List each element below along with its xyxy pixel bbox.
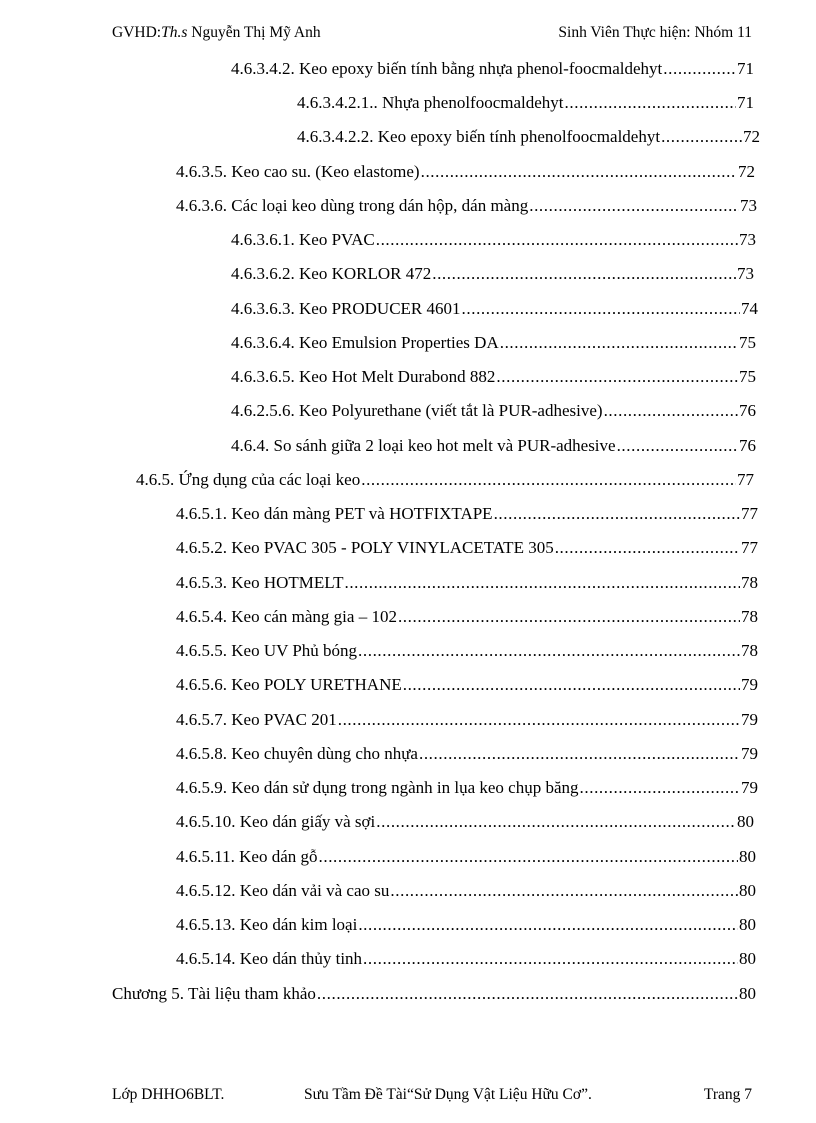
toc-entry-page: 73 bbox=[739, 230, 756, 249]
toc-entry-page: 77 bbox=[741, 504, 758, 523]
toc-entry-page: 80 bbox=[739, 949, 756, 968]
advisor-title: Th.s bbox=[161, 24, 188, 41]
toc-dot-leader bbox=[363, 947, 738, 971]
toc-entry-title: 4.6.3.6.1. Keo PVAC bbox=[231, 230, 375, 249]
toc-entry-title: 4.6.5.8. Keo chuyên dùng cho nhựa bbox=[176, 744, 418, 763]
toc-dot-leader bbox=[319, 845, 739, 869]
toc-dot-leader bbox=[529, 194, 739, 218]
toc-entry-page: 78 bbox=[741, 607, 758, 626]
toc-dot-leader bbox=[376, 810, 736, 834]
toc-entry-title: 4.6.3.6. Các loại keo dùng trong dán hộp, dán màng bbox=[176, 196, 529, 215]
toc-entry bbox=[176, 502, 758, 526]
toc-dot-leader bbox=[361, 468, 736, 492]
toc-entry bbox=[231, 331, 756, 355]
toc-entry-page: 78 bbox=[741, 573, 758, 592]
advisor-prefix: GVHD: bbox=[112, 24, 162, 41]
toc-entry bbox=[231, 297, 758, 321]
toc-entry bbox=[176, 776, 758, 800]
toc-entry-page: 73 bbox=[737, 264, 754, 283]
toc-dot-leader bbox=[494, 502, 740, 526]
toc-entry-title: 4.6.5.10. Keo dán giấy và sợi bbox=[176, 812, 376, 831]
toc-entry-page: 78 bbox=[741, 641, 758, 660]
toc-entry bbox=[231, 228, 756, 252]
toc-entry-title: 4.6.4. So sánh giữa 2 loại keo hot melt và PUR-adhesive bbox=[231, 436, 616, 455]
toc-entry bbox=[297, 91, 754, 115]
toc-entry-title: 4.6.5.4. Keo cán màng gia – 102 bbox=[176, 607, 397, 626]
toc-entry bbox=[176, 708, 758, 732]
toc-entry-title: 4.6.3.4.2. Keo epoxy biến tính bằng nhựa phenol-foocmaldehyt bbox=[231, 59, 663, 78]
toc-entry-title: 4.6.3.6.3. Keo PRODUCER 4601 bbox=[231, 299, 461, 318]
toc-entry-page: 80 bbox=[737, 812, 754, 831]
page-number: Trang 7 bbox=[703, 1086, 752, 1103]
toc-entry bbox=[176, 673, 758, 697]
toc-entry-title: 4.6.3.6.4. Keo Emulsion Properties DA bbox=[231, 333, 499, 352]
toc-entry-page: 74 bbox=[741, 299, 758, 318]
toc-dot-leader bbox=[317, 982, 738, 1006]
toc-entry bbox=[231, 399, 756, 423]
toc-entry-page: 77 bbox=[741, 538, 758, 557]
class-label: Lớp DHHO6BLT. bbox=[112, 1086, 225, 1103]
toc-dot-leader bbox=[421, 160, 737, 184]
toc-entry-title: 4.6.3.4.2.2. Keo epoxy biến tính phenolfoocmaldehyt bbox=[297, 127, 661, 146]
toc-dot-leader bbox=[496, 365, 738, 389]
toc-entry-title: 4.6.3.5. Keo cao su. (Keo elastome) bbox=[176, 162, 420, 181]
advisor-name: Nguyễn Thị Mỹ Anh bbox=[191, 24, 321, 41]
toc-entry-page: 77 bbox=[737, 470, 754, 489]
toc-entry bbox=[112, 982, 756, 1006]
toc-dot-leader bbox=[555, 536, 740, 560]
toc-entry bbox=[176, 742, 758, 766]
toc-entry-page: 72 bbox=[743, 127, 760, 146]
advisor-label bbox=[112, 24, 321, 42]
toc-entry-title: 4.6.3.6.2. Keo KORLOR 472 bbox=[231, 264, 432, 283]
toc-entry-title: 4.6.5.9. Keo dán sử dụng trong ngành in lụa keo chụp băng bbox=[176, 778, 579, 797]
toc-entry-title: 4.6.5.6. Keo POLY URETHANE bbox=[176, 675, 402, 694]
page-footer bbox=[112, 1086, 752, 1108]
toc-entry-title: Chương 5. Tài liệu tham khảo bbox=[112, 984, 316, 1003]
toc-dot-leader bbox=[376, 228, 738, 252]
student-group-label: Sinh Viên Thực hiện: Nhóm 11 bbox=[558, 24, 752, 41]
toc-entry-page: 75 bbox=[739, 367, 756, 386]
toc-entry bbox=[176, 810, 754, 834]
toc-dot-leader bbox=[403, 673, 740, 697]
toc-entry-title: 4.6.5.5. Keo UV Phủ bóng bbox=[176, 641, 358, 660]
toc-dot-leader bbox=[419, 742, 740, 766]
toc-entry-page: 79 bbox=[741, 710, 758, 729]
toc-dot-leader bbox=[462, 297, 740, 321]
toc-entry bbox=[176, 639, 758, 663]
toc-entry-page: 73 bbox=[740, 196, 757, 215]
toc-entry-title: 4.6.5.11. Keo dán gỗ bbox=[176, 847, 318, 866]
toc-entry-title: 4.6.5.13. Keo dán kim loại bbox=[176, 915, 358, 934]
toc-entry bbox=[176, 947, 756, 971]
toc-dot-leader bbox=[358, 639, 740, 663]
toc-entry-page: 80 bbox=[739, 881, 756, 900]
toc-dot-leader bbox=[398, 605, 740, 629]
toc-entry-page: 80 bbox=[739, 984, 756, 1003]
toc-entry bbox=[176, 845, 756, 869]
toc-entry bbox=[231, 262, 754, 286]
toc-entry bbox=[176, 879, 756, 903]
toc-entry-page: 72 bbox=[738, 162, 755, 181]
toc-entry bbox=[176, 194, 757, 218]
toc-dot-leader bbox=[661, 125, 742, 149]
toc-dot-leader bbox=[604, 399, 738, 423]
toc-entry-page: 75 bbox=[739, 333, 756, 352]
toc-dot-leader bbox=[565, 91, 736, 115]
toc-dot-leader bbox=[390, 879, 738, 903]
toc-dot-leader bbox=[663, 57, 736, 81]
toc-dot-leader bbox=[617, 434, 738, 458]
toc-entry bbox=[176, 913, 756, 937]
toc-entry-page: 80 bbox=[739, 915, 756, 934]
toc-entry bbox=[176, 160, 755, 184]
toc-entry bbox=[176, 605, 758, 629]
toc-entry-page: 79 bbox=[741, 778, 758, 797]
toc-entry-title: 4.6.3.6.5. Keo Hot Melt Durabond 882 bbox=[231, 367, 496, 386]
toc-entry-title: 4.6.5.3. Keo HOTMELT bbox=[176, 573, 344, 592]
toc-entry-page: 80 bbox=[739, 847, 756, 866]
toc-entry-page: 71 bbox=[737, 59, 754, 78]
toc-entry-title: 4.6.3.4.2.1.. Nhựa phenolfoocmaldehyt bbox=[297, 93, 564, 112]
toc-entry-title: 4.6.5.1. Keo dán màng PET và HOTFIXTAPE bbox=[176, 504, 493, 523]
toc-entry-title: 4.6.5.7. Keo PVAC 201 bbox=[176, 710, 337, 729]
toc-dot-leader bbox=[500, 331, 738, 355]
toc-entry bbox=[231, 57, 754, 81]
toc-entry-page: 76 bbox=[739, 436, 756, 455]
topic-label: Sưu Tầm Đề Tài“Sử Dụng Vật Liệu Hữu Cơ”. bbox=[304, 1086, 592, 1103]
toc-entry bbox=[176, 571, 758, 595]
toc-entry-page: 79 bbox=[741, 675, 758, 694]
page-header bbox=[112, 24, 752, 46]
toc-entry-title: 4.6.2.5.6. Keo Polyurethane (viết tắt là PUR-adhesive) bbox=[231, 401, 603, 420]
toc-dot-leader bbox=[432, 262, 736, 286]
toc-dot-leader bbox=[338, 708, 740, 732]
toc-entry bbox=[136, 468, 754, 492]
toc-entry bbox=[297, 125, 760, 149]
toc-entry bbox=[231, 365, 756, 389]
toc-entry-title: 4.6.5.12. Keo dán vải và cao su bbox=[176, 881, 390, 900]
toc-dot-leader bbox=[358, 913, 738, 937]
toc-dot-leader bbox=[580, 776, 740, 800]
toc-entry-page: 71 bbox=[737, 93, 754, 112]
toc-entry-title: 4.6.5.14. Keo dán thủy tinh bbox=[176, 949, 363, 968]
toc-entry-title: 4.6.5.2. Keo PVAC 305 - POLY VINYLACETATE 305 bbox=[176, 538, 554, 557]
toc-entry-title: 4.6.5. Ứng dụng của các loại keo bbox=[136, 470, 361, 489]
toc-entry-page: 76 bbox=[739, 401, 756, 420]
toc-dot-leader bbox=[344, 571, 740, 595]
toc-entry bbox=[231, 434, 756, 458]
toc-entry bbox=[176, 536, 758, 560]
toc-entry-page: 79 bbox=[741, 744, 758, 763]
